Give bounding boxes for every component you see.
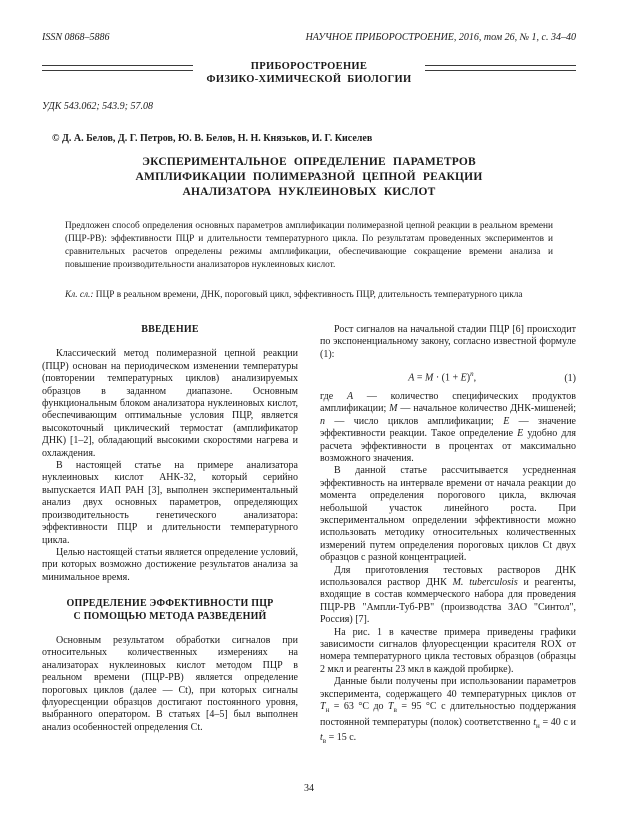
section-heading-line: ОПРЕДЕЛЕНИЕ ЭФФЕКТИВНОСТИ ПЦР bbox=[66, 598, 274, 610]
text-run: Основным результатом обработки сигналов при относительных количественных измерениях на анализаторах нуклеиновых кислот методом ПЦР в реальном времени (ПЦР-РВ) является определение пороговых циклов (далее — Ct), при которых сигналы флуоресценции образцов достигают постоянного уровня, выбранного оператором. В статьях [4–5] был выполнен анализ особенностей определения Ct. bbox=[42, 634, 298, 733]
authors-line: © Д. А. Белов, Д. Г. Петров, Ю. В. Белов, Н. Н. Князьков, И. Г. Киселев bbox=[52, 133, 373, 144]
text-run: T bbox=[388, 701, 394, 713]
text-run: в bbox=[322, 736, 327, 745]
paragraph bbox=[42, 460, 298, 547]
text-run: — значение эффективности реакции. Такое определение bbox=[320, 415, 576, 440]
text-run: = 95 °C с длительностью поддержания постоянной температуры (полок) соответственно bbox=[320, 701, 576, 728]
keywords bbox=[65, 289, 553, 302]
banner-rule-right bbox=[425, 65, 576, 71]
text-run: Рост сигналов на начальной стадии ПЦР [6] происходит по экспоненциальному закону, согласно известной формуле (1): bbox=[320, 324, 576, 360]
text-run: t bbox=[320, 731, 323, 743]
text-run: В настоящей статье на примере анализатора нуклеиновых кислот АНК-32, который серийно выпускается ИАП РАН [3], выполнен экспериментальный анализ двух основных параметров, определяющих производительность генетического анализатора: эффективности ПЦР и длительности температурного цикла. bbox=[42, 460, 298, 546]
text-run: M bbox=[389, 403, 398, 415]
banner-rule-left bbox=[42, 65, 193, 71]
text-run: T bbox=[320, 701, 326, 713]
text-run: E bbox=[460, 372, 467, 384]
article-title-line1: ЭКСПЕРИМЕНТАЛЬНОЕ ОПРЕДЕЛЕНИЕ ПАРАМЕТРОВ bbox=[142, 156, 476, 168]
text-run: n bbox=[470, 370, 474, 379]
keywords-list: ПЦР в реальном времени, ДНК, пороговый цикл, эффективность ПЦР, длительность температурного цикла bbox=[93, 290, 523, 300]
section-heading-line: С ПОМОЩЬЮ МЕТОДА РАЗВЕДЕНИЙ bbox=[73, 610, 267, 622]
text-run: , bbox=[473, 372, 477, 384]
issn-label: ISSN 0868–5886 bbox=[42, 32, 110, 43]
paragraph bbox=[320, 465, 576, 564]
article-title bbox=[42, 155, 576, 200]
text-run: = bbox=[414, 372, 425, 384]
paragraph bbox=[42, 547, 298, 584]
text-run: · (1 + bbox=[433, 372, 461, 384]
text-run: = 63 °C до bbox=[329, 701, 389, 713]
section-heading bbox=[42, 598, 298, 623]
section-banner bbox=[42, 60, 576, 86]
text-run: Классический метод полимеразной цепной реакции (ПЦР) основан на периодическом изменении температуры (повторении температурных циклов) анализируемых образцов в заданном диапазоне. Основным функциональным блоком анализатора нуклеиновых кислот, обеспечивающим оптимальные условия ПЦР, является высокоточный циклический термостат (амплификатор ДНК) [1–2], обладающий высокими скоростями нагрева и охлаждения. bbox=[42, 348, 298, 459]
paragraph bbox=[42, 635, 298, 734]
section-banner-line2: ФИЗИКО-ХИМИЧЕСКОЙ БИОЛОГИИ bbox=[206, 74, 412, 85]
section-heading bbox=[42, 324, 298, 336]
section-banner-line1: ПРИБОРОСТРОЕНИЕ bbox=[250, 61, 368, 72]
article-title-line3: АНАЛИЗАТОРА НУКЛЕИНОВЫХ КИСЛОТ bbox=[182, 186, 436, 198]
udc-line: УДК 543.062; 543.9; 57.08 bbox=[42, 101, 153, 112]
paragraph bbox=[320, 391, 576, 465]
text-run: Данные были получены при использовании параметров эксперимента, содержащего 40 температурных циклов от bbox=[320, 676, 576, 700]
text-run: Для приготовления тестовых растворов ДНК использовался раствор ДНК bbox=[320, 564, 576, 589]
paragraph bbox=[320, 676, 576, 747]
text-run: t bbox=[533, 716, 537, 728]
equation-body bbox=[320, 368, 564, 385]
text-run: M. tuberculosis bbox=[452, 577, 518, 589]
column-right bbox=[320, 324, 576, 747]
text-run: В данной статье рассчитывается усредненная эффективность на интервале времени от начала реакции до момента определения порогового цикла, включая небольшой участок линейного роста. При экспериментальном определении эффективности можно использовать методику относительных количественных измерений путем определения пороговых циклов Ct двух образцов с разной концентрацией. bbox=[320, 465, 576, 564]
text-run: где bbox=[320, 390, 347, 402]
paragraph bbox=[320, 627, 576, 677]
text-run: — число циклов амплификации; bbox=[325, 415, 504, 427]
text-run: n bbox=[320, 415, 325, 427]
text-run: — начальное количество ДНК-мишеней; bbox=[397, 403, 576, 415]
text-run: M bbox=[424, 372, 434, 384]
text-run: в bbox=[393, 706, 397, 715]
text-run: — количество специфических продуктов амплификации; bbox=[320, 390, 576, 415]
column-left bbox=[42, 324, 298, 747]
text-run: E bbox=[517, 428, 524, 440]
paragraph bbox=[320, 324, 576, 361]
paragraph bbox=[320, 565, 576, 627]
text-run: На рис. 1 в качестве примера приведены графики зависимости сигналов флуоресценции красителя ROX от номера температурного цикла тестовых образцов (образцы 2 мкл и реагенты 23 мкл в каждой пробирке). bbox=[320, 626, 576, 675]
text-run: н bbox=[536, 721, 540, 730]
section-banner-text bbox=[193, 60, 426, 86]
text-run: н bbox=[325, 706, 330, 715]
section-heading-line: ВВЕДЕНИЕ bbox=[141, 324, 199, 335]
text-run: и реагенты, входящие в состав коммерческого набора для проведения ПЦР-РВ "Ампли-Туб-РВ" (производства ЗАО "Синтол", Россия) [7]. bbox=[320, 577, 576, 626]
article-title-line2: АМПЛИФИКАЦИИ ПОЛИМЕРАЗНОЙ ЦЕПНОЙ РЕАКЦИИ bbox=[135, 171, 483, 183]
text-run: ) bbox=[466, 372, 471, 384]
abstract: Предложен способ определения основных параметров амплификации полимеразной цепной реакции в реальном времени (ПЦР-РВ): эффективности ПЦР и длительности температурного цикла. По результатам проведенных экспериментов и сравнительных расчетов определены режимы амплификации, обеспечивающие сокращение времени анализа и повышение производительности анализаторов нуклеиновых кислот. bbox=[65, 221, 553, 270]
text-run: E bbox=[503, 415, 510, 427]
paragraph bbox=[42, 348, 298, 460]
keywords-label: Кл. сл.: bbox=[65, 290, 94, 300]
text-run: удобно для расчета эффективности в процентах от максимально возможного значения. bbox=[320, 428, 576, 464]
page-number: 34 bbox=[304, 783, 314, 794]
journal-reference: НАУЧНОЕ ПРИБОРОСТРОЕНИЕ, 2016, том 26, № 1, с. 34–40 bbox=[305, 32, 576, 43]
text-run: A bbox=[346, 390, 354, 402]
text-run: = 40 с и bbox=[539, 716, 576, 728]
running-head bbox=[42, 32, 576, 44]
text-run: = 15 с. bbox=[326, 731, 357, 743]
equation bbox=[320, 368, 576, 385]
equation-number: (1) bbox=[564, 372, 576, 384]
text-run: A bbox=[408, 372, 415, 384]
body-columns bbox=[42, 324, 576, 747]
text-run: Целью настоящей статьи является определение условий, при которых возможно достижение результатов анализа за минимальное время. bbox=[42, 546, 298, 583]
